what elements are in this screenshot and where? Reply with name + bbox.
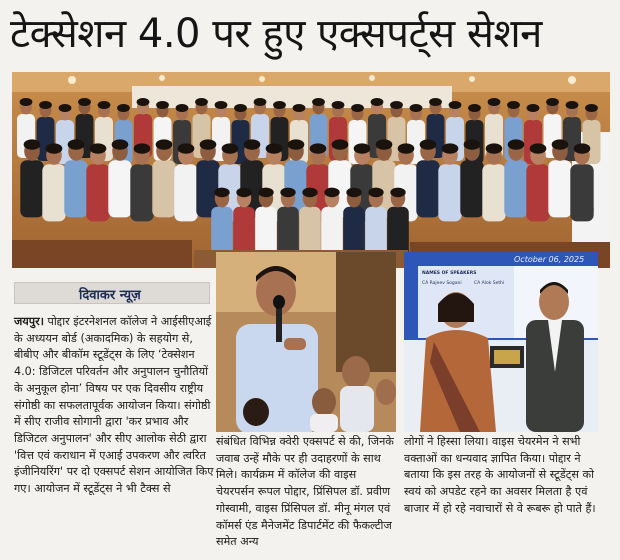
screen-speaker-2: CA Alok Sethi [474, 281, 505, 286]
news-credit: दिवाकर न्यूज़ [79, 288, 141, 303]
news-credit-box [14, 282, 210, 304]
memento-presentation-photo [404, 252, 598, 432]
article-column-1-text: पोद्दार इंटरनेशनल कॉलेज ने आईसीएआई के अध्ययन बोर्ड (अकादमिक) के सहयोग से, बीबीए और बीकॉम स्टूडेंट्स के लिए ‘टेक्सेशन 4.0: डिजिटल परिवर्तन और अनुपालन चुनौतियों के अनुकूल होना’ विषय पर एक दिवसीय राष्ट्रीय संगोष्ठी का सफलतापूर्वक आयोजन किया। संगोष्ठी में सीए राजीव सोगानी द्वारा 'कर प्रभाव और डिजिटल अनुपालन' और सीए आलोक सेठी द्वारा 'वित्त एवं कराधान में एआई उपकरण और त्वरित इंजीनियरिंग' पर दो एक्सपर्ट सेशन आयोजित किए गए। आयोजन में स्टूडेंट्स ने भी टैक्स से [14, 315, 214, 496]
screen-date: October 06, 2025 [514, 255, 585, 264]
headline: टेक्सेशन 4.0 पर हुए एक्सपर्ट्स सेशन [10, 11, 542, 57]
screen-panel-title: NAMES OF SPEAKERS [422, 271, 477, 276]
group-photo [12, 72, 610, 268]
article-column-3: लोगों ने हिस्सा लिया। वाइस चेयरमेन ने सभी वक्ताओं का धन्यवाद ज्ञापित किया। पोद्दार ने बताया कि इस तरह के आयोजनों से स्टूडेंट्स को स्वयं को अपडेट रहने का अवसर मिलता है एवं बाजार में हो रहे नवाचारों से वे रूबरू हो पाते हैं। [404, 435, 596, 515]
screen-speaker-1: CA Rajeev Sogani [422, 281, 462, 286]
article-column-1 [14, 314, 214, 554]
article-dateline: जयपुर। [14, 315, 44, 328]
student-question-photo [216, 252, 396, 432]
article-column-2: संबंधित विभिन्न क्वेरी एक्सपर्ट से की, जिनके जवाब उन्हें मौके पर ही उदाहरणों के साथ मिले। कार्यक्रम में कॉलेज की वाइस चेयरपर्सन रूपल पोद्दार, प्रिंसिपल डॉ. प्रवीण गोस्वामी, वाइस प्रिंसिपल डॉ. मीनू मंगल एवं कॉमर्स एंड मैनेजमेंट डिपार्टमेंट की फैकल्टीज समेत अन्य [216, 435, 394, 549]
